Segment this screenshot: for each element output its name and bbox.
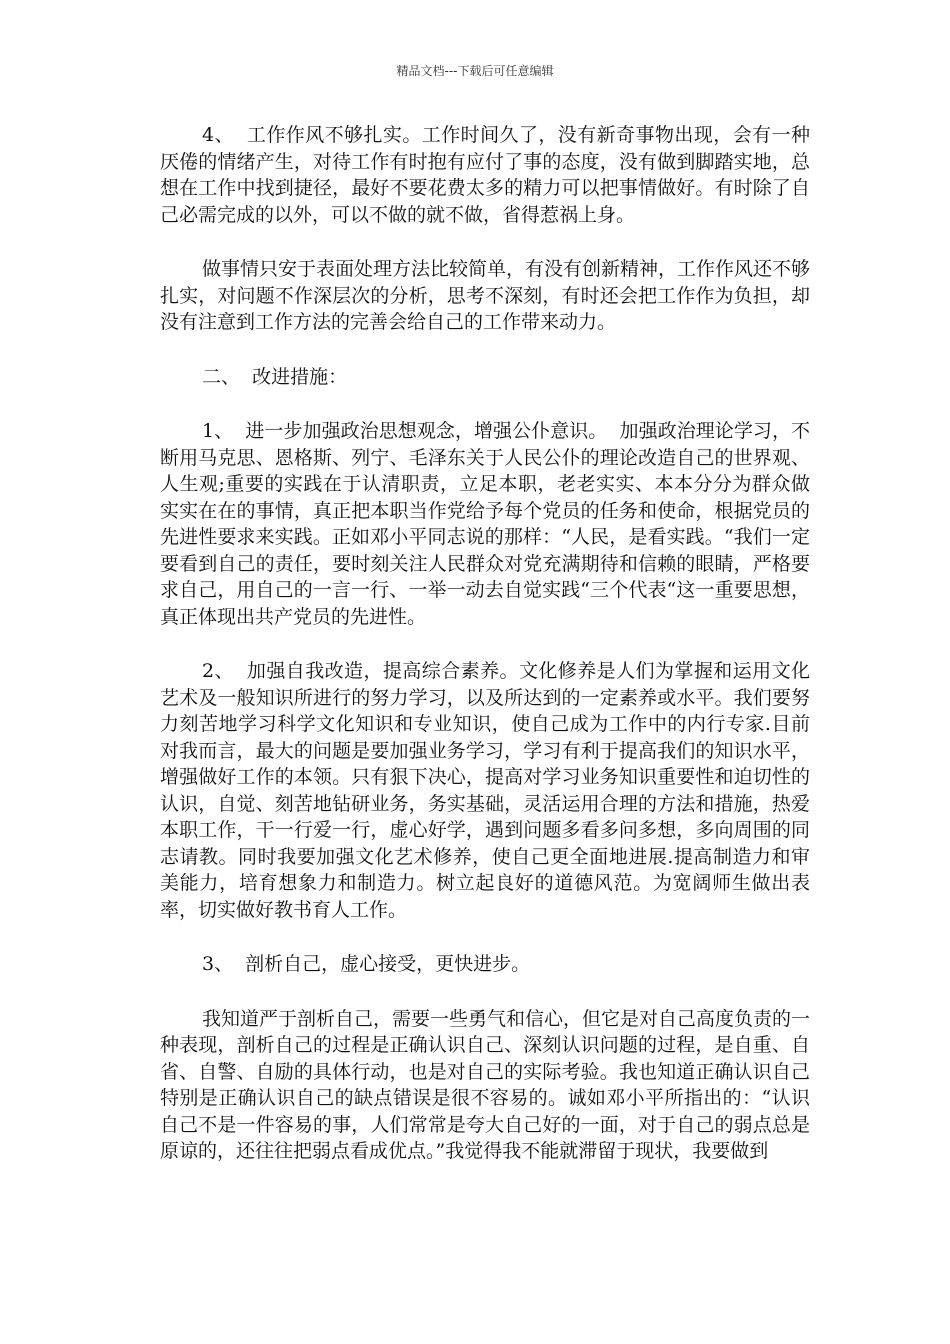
- page-header: 精品文档---下载后可任意编辑: [396, 64, 554, 78]
- paragraph-self-improvement: 2、 加强自我改造，提高综合素养。文化修养是人们为掌握和运用文化艺术及一般知识所进行的努力学习，以及所达到的一定素养或水平。我们要努力刻苦地学习科学文化知识和专业知识，使自己成为工作中的内行专家.目前对我而言，最大的问题是要加强业务学习，学习有利于提高我们的知识水平，增强做好工作的本领。只有狠下决心，提高对学习业务知识重要性和迫切性的认识，自觉、刻苦地钻研业务，务实基础，灵活运用合理的方法和措施，热爱本职工作，干一行爱一行，虚心好学，遇到问题多看多问多想，多向周围的同志请教。同时我要加强文化艺术修养，使自己更全面地进展.提高制造力和审美能力，培育想象力和制造力。树立起良好的道德风范。为宽阔师生做出表率，切实做好教书育人工作。: [160, 660, 810, 921]
- paragraph-work-style: 4、 工作作风不够扎实。工作时间久了，没有新奇事物出现，会有一种厌倦的情绪产生，对待工作有时抱有应付了事的态度，没有做到脚踏实地，总想在工作中找到捷径，最好不要花费太多的精力可以把事情做好。有时除了自己必需完成的以外，可以不做的就不做，省得惹祸上身。: [160, 124, 810, 226]
- paragraph-political-thought: 1、 进一步加强政治思想观念，增强公仆意识。 加强政治理论学习，不断用马克思、恩格斯、列宁、毛泽东关于人民公仆的理论改造自己的世界观、人生观;重要的实践在于认清职责，立足本职，老老实实、本本分分为群众做实实在在的事情，真正把本职当作党给予每个党员的任务和使命，根据党员的先进性要求来实践。正如邓小平同志说的那样：“人民，是看实践。“我们一定要看到自己的责任，要时刻关注人民群众对党充满期待和信赖的眼睛，严格要求自己，用自己的一言一行、一举一动去自觉实践“三个代表“这一重要思想，真正体现出共产党员的先进性。: [160, 420, 810, 628]
- paragraph-self-analysis: 我知道严于剖析自己，需要一些勇气和信心，但它是对自己高度负责的一种表现，剖析自己的过程是正确认识自己、深刻认识问题的过程，是自重、自省、自警、自励的具体行动，也是对自己的实际考验。我也知道正确认识自己特别是正确认识自己的缺点错误是很不容易的。诚如邓小平所指出的：“认识自己不是一件容易的事，人们常常是夸大自己好的一面，对于自己的弱点总是原谅的，还往往把弱点看成优点。”我觉得我不能就滞留于现状，我要做到: [160, 1007, 811, 1162]
- paragraph-superficial-handling: 做事情只安于表面处理方法比较简单，有没有创新精神，工作作风还不够扎实，对问题不作深层次的分析，思考不深刻，有时还会把工作作为负担，却没有注意到工作方法的完善会给自己的工作带来动力。: [160, 258, 811, 333]
- subheading-self-analysis: 3、 剖析自己，虚心接受，更快进步。: [202, 953, 531, 975]
- section-heading-improvement-measures: 二、 改进措施：: [202, 365, 348, 388]
- document-body: [160, 122, 810, 1193]
